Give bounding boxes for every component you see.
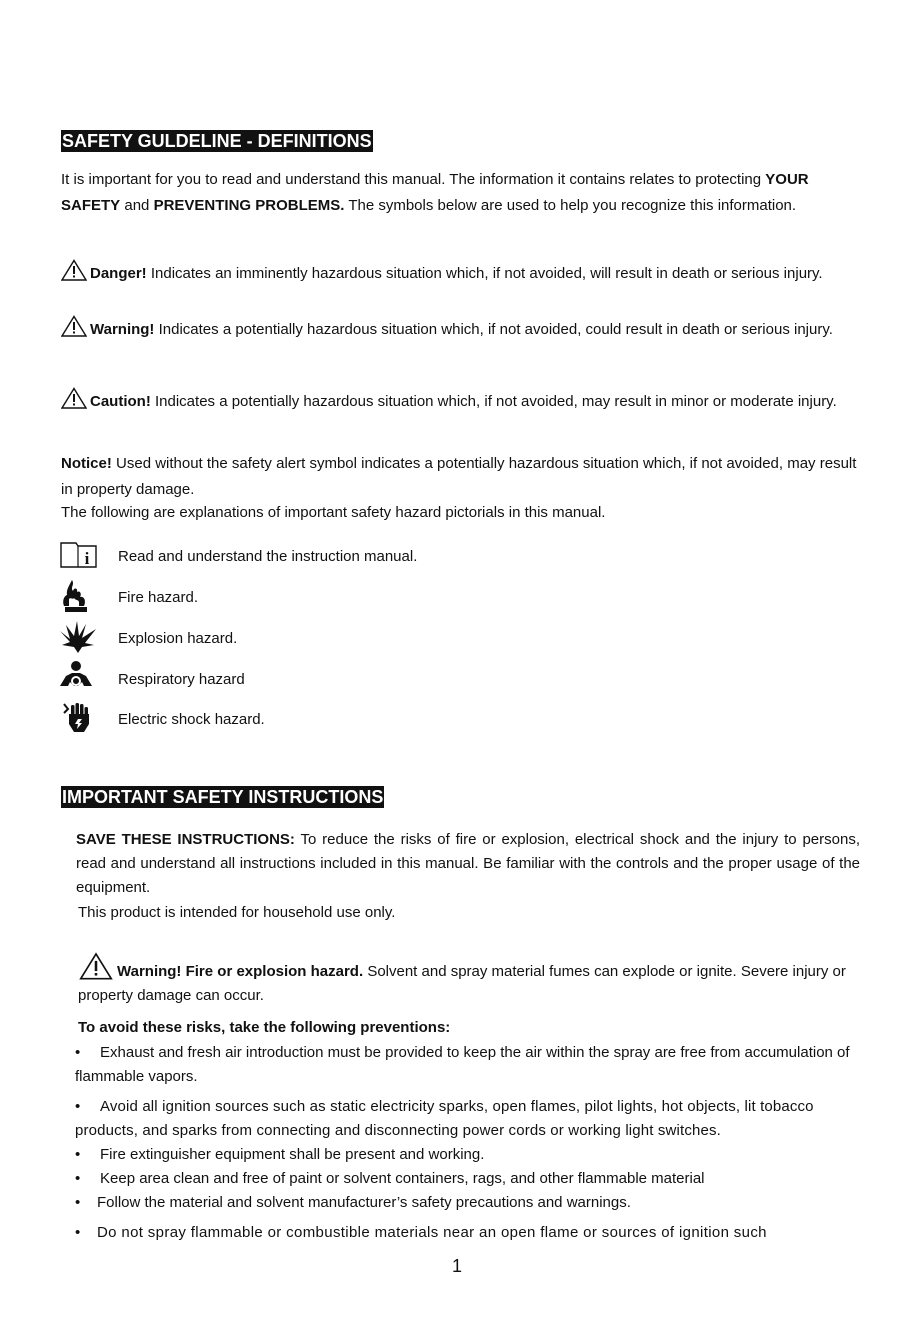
danger-text: Indicates an imminently hazardous situation which, if not avoided, will result in death or serious injury.	[150, 265, 823, 282]
bullet-point: •	[75, 1224, 81, 1241]
warning-label: Warning!	[90, 321, 155, 338]
household-use-note: This product is intended for household use only.	[78, 904, 396, 921]
save-instructions-text: To reduce the risks of fire or explosion, electrical shock and the injury to persons, read and understand all instructions included in this manual. Be familiar with the controls and the proper usage of the equipment.	[76, 831, 860, 896]
bullet-text: Follow the material and solvent manufacturer’s safety precautions and warnings.	[97, 1194, 631, 1211]
section-heading-important: IMPORTANT SAFETY INSTRUCTIONS	[62, 787, 384, 807]
save-instructions-label: SAVE THESE INSTRUCTIONS:	[76, 831, 295, 848]
bullet-text: Exhaust and fresh air introduction must be provided to keep the air within the spray are free from accumulation of flammable vapors.	[75, 1044, 850, 1085]
bullet-point: •	[75, 1044, 81, 1061]
save-instructions-paragraph	[76, 828, 860, 900]
intro-bold-your-safety: YOUR SAFETY	[61, 171, 809, 214]
list-item	[75, 1041, 860, 1089]
avoid-risks-heading: To avoid these risks, take the following preventions:	[78, 1019, 451, 1036]
alert-triangle-icon	[61, 259, 87, 281]
fire-explosion-warning-label: Warning! Fire or explosion hazard.	[117, 963, 364, 980]
alert-triangle-icon	[61, 315, 87, 337]
danger-label: Danger!	[90, 265, 147, 282]
list-item	[75, 1095, 860, 1143]
bullet-text: Fire extinguisher equipment shall be present and working.	[100, 1146, 485, 1163]
pictorial-row-explosion	[58, 619, 458, 659]
alert-triangle-icon	[78, 952, 114, 980]
caution-label: Caution!	[90, 393, 151, 410]
pictorial-label-respiratory: Respiratory hazard	[118, 671, 245, 688]
bullet-text: Keep area clean and free of paint or solvent containers, rags, and other flammable material	[100, 1170, 705, 1187]
fire-explosion-warning-text: Solvent and spray material fumes can explode or ignite. Severe injury or property damage can occur.	[78, 963, 846, 1004]
intro-text-3: The symbols below are used to help you recognize this information.	[348, 197, 797, 214]
notice-text: Used without the safety alert symbol indicates a potentially hazardous situation which, if not avoided, may result in property damage.	[61, 455, 857, 498]
page-number: 1	[451, 1256, 462, 1276]
notice-label: Notice!	[61, 455, 112, 472]
pictorial-label-explosion: Explosion hazard.	[118, 630, 238, 647]
bullet-point: •	[75, 1170, 81, 1187]
manual-info-icon	[58, 537, 98, 577]
fire-explosion-warning	[78, 952, 860, 1008]
alert-triangle-icon	[61, 387, 87, 409]
list-item	[75, 1191, 860, 1215]
intro-text-1: It is important for you to read and understand this manual. The information it contains relates to protecting	[61, 171, 762, 188]
warning-definition	[61, 315, 861, 343]
caution-text: Indicates a potentially hazardous situation which, if not avoided, may result in minor or moderate injury.	[155, 393, 837, 410]
pictorial-row-electric	[58, 700, 458, 740]
fire-hazard-icon	[58, 578, 98, 618]
list-item	[75, 1221, 860, 1245]
intro-bold-preventing-problems: PREVENTING PROBLEMS.	[153, 197, 345, 214]
warning-text: Indicates a potentially hazardous situation which, if not avoided, could result in death or serious injury.	[158, 321, 833, 338]
pictorial-label-fire: Fire hazard.	[118, 589, 199, 606]
svg-text:i: i	[84, 549, 90, 568]
pictorial-label-manual: Read and understand the instruction manual.	[118, 548, 418, 565]
danger-definition	[61, 259, 851, 287]
bullet-text: Avoid all ignition sources such as static electricity sparks, open flames, pilot lights, hot objects, lit tobacco products, and sparks from connecting and disconnecting power cords or working light switches.	[75, 1098, 814, 1139]
intro-paragraph	[61, 167, 841, 219]
bullet-point: •	[75, 1146, 81, 1163]
bullet-point: •	[75, 1194, 81, 1211]
bullet-text: Do not spray flammable or combustible materials near an open flame or sources of ignition such	[97, 1224, 767, 1241]
electric-shock-hazard-icon	[58, 700, 98, 740]
pictorial-row-fire	[58, 578, 458, 618]
pictorial-label-electric: Electric shock hazard.	[118, 711, 265, 728]
pictorials-intro: The following are explanations of important safety hazard pictorials in this manual.	[61, 504, 606, 521]
notice-definition	[61, 451, 861, 503]
explosion-hazard-icon	[58, 619, 98, 659]
intro-text-2: and	[124, 197, 150, 214]
caution-definition	[61, 387, 859, 415]
list-item	[75, 1143, 860, 1167]
bullet-point: •	[75, 1098, 81, 1115]
section-heading-definitions: SAFETY GULDELINE - DEFINITIONS	[62, 131, 372, 151]
pictorial-row-respiratory	[58, 660, 458, 700]
list-item	[75, 1167, 860, 1191]
respiratory-hazard-icon	[58, 660, 98, 700]
pictorial-row-manual	[58, 537, 458, 577]
